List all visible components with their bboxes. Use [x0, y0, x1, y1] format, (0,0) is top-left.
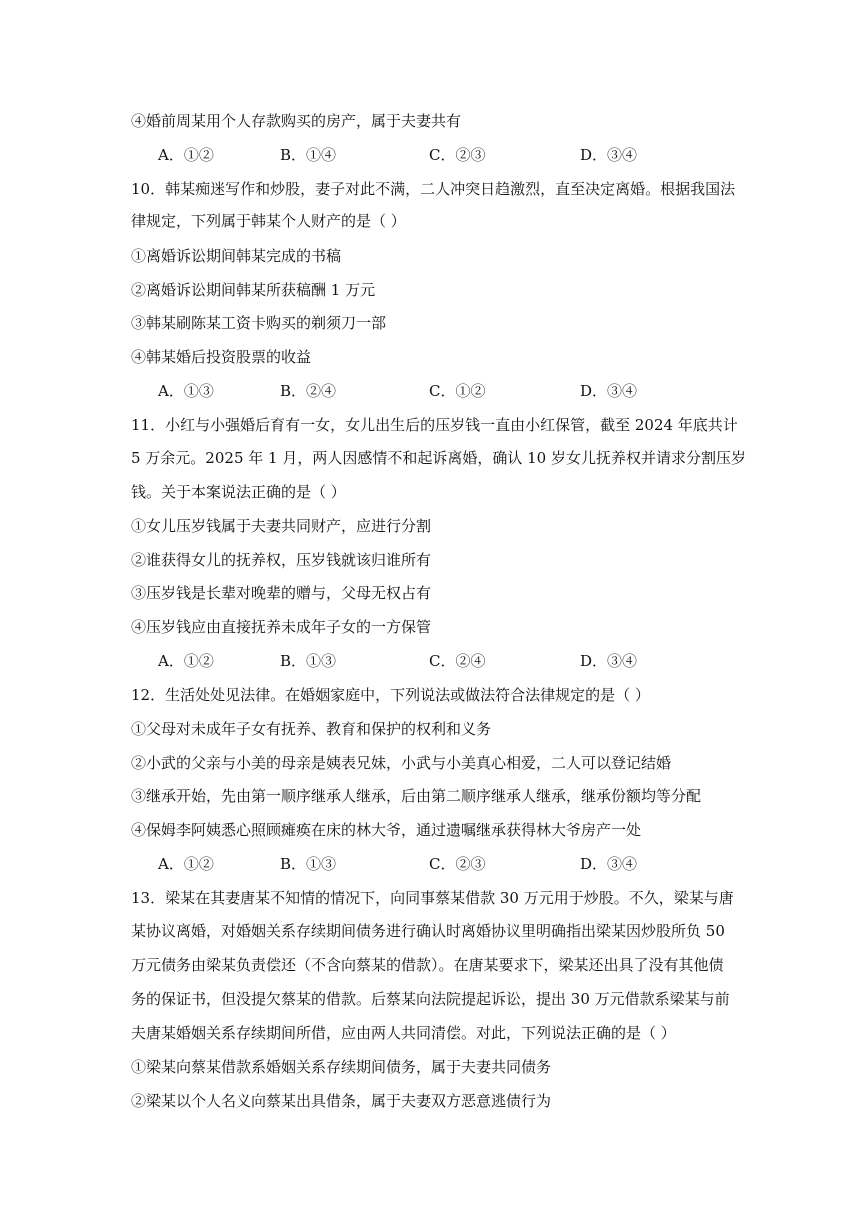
answer-options-row: [158, 854, 718, 874]
option-d: D．③④: [580, 146, 638, 164]
text-line: ②谁获得女儿的抚养权，压岁钱就该归谁所有: [131, 551, 432, 569]
text-line: 10．韩某痴迷写作和炒股，妻子对此不满，二人冲突日趋激烈，直至决定离婚。根据我国法: [131, 180, 736, 198]
text-line: ③压岁钱是长辈对晚辈的赠与，父母无权占有: [131, 584, 432, 602]
text-line: 万元债务由梁某负责偿还（不含向蔡某的借款）。在唐某要求下，梁某还出具了没有其他债: [131, 956, 724, 974]
answer-options-row: [158, 145, 718, 165]
text-line: ①离婚诉讼期间韩某完成的书稿: [131, 247, 342, 265]
option-d: D．③④: [580, 855, 638, 873]
option-a: A．①②: [158, 146, 214, 164]
text-line: 5 万余元。2025 年 1 月，两人因感情不和起诉离婚，确认 10 岁女儿抚养权并请求分割压岁: [131, 449, 746, 467]
option-b: B．①③: [280, 855, 337, 873]
option-d: D．③④: [580, 652, 638, 670]
text-line: ③继承开始，先由第一顺序继承人继承，后由第二顺序继承人继承，继承份额均等分配: [131, 787, 702, 805]
option-b: B．①④: [280, 146, 337, 164]
text-line: 12．生活处处见法律。在婚姻家庭中，下列说法或做法符合法律规定的是（ ）: [131, 686, 650, 704]
text-line: ②离婚诉讼期间韩某所获稿酬 1 万元: [131, 281, 376, 299]
text-line: 律规定，下列属于韩某个人财产的是（ ）: [131, 212, 406, 230]
text-line: 务的保证书，但没提欠蔡某的借款。后蔡某向法院提起诉讼，提出 30 万元借款系梁某与前: [131, 990, 730, 1008]
text-line: 夫唐某婚姻关系存续期间所借，应由两人共同清偿。对此，下列说法正确的是（ ）: [131, 1024, 676, 1042]
text-line: ④保姆李阿姨悉心照顾瘫痪在床的林大爷，通过遗嘱继承获得林大爷房产一处: [131, 821, 642, 839]
option-a: A．①②: [158, 652, 214, 670]
text-line: 某协议离婚，对婚姻关系存续期间债务进行确认时离婚协议里明确指出梁某因炒股所负 50: [131, 922, 725, 940]
option-c: C．②③: [429, 146, 486, 164]
option-c: C．②④: [429, 652, 486, 670]
text-line: 钱。关于本案说法正确的是（ ）: [131, 483, 346, 501]
answer-options-row: [158, 381, 718, 401]
option-b: B．②④: [280, 382, 337, 400]
option-c: C．①②: [429, 382, 486, 400]
text-line: ④婚前周某用个人存款购买的房产，属于夫妻共有: [131, 112, 462, 130]
text-line: ②小武的父亲与小美的母亲是姨表兄妹，小武与小美真心相爱，二人可以登记结婚: [131, 754, 672, 772]
text-line: ①父母对未成年子女有抚养、教育和保护的权利和义务: [131, 720, 492, 738]
text-line: ①女儿压岁钱属于夫妻共同财产，应进行分割: [131, 517, 432, 535]
option-b: B．①③: [280, 652, 337, 670]
text-line: ③韩某刷陈某工资卡购买的剃须刀一部: [131, 314, 387, 332]
text-line: ④韩某婚后投资股票的收益: [131, 348, 312, 366]
option-c: C．②③: [429, 855, 486, 873]
option-d: D．③④: [580, 382, 638, 400]
option-a: A．①③: [158, 382, 214, 400]
text-line: 11．小红与小强婚后育有一女，女儿出生后的压岁钱一直由小红保管，截至 2024 年底共计: [131, 416, 738, 434]
text-line: 13．梁某在其妻唐某不知情的情况下，向同事蔡某借款 30 万元用于炒股。不久，梁某与唐: [131, 889, 734, 907]
text-line: ①梁某向蔡某借款系婚姻关系存续期间债务，属于夫妻共同债务: [131, 1058, 552, 1076]
text-line: ②梁某以个人名义向蔡某出具借条，属于夫妻双方恶意逃债行为: [131, 1092, 552, 1110]
option-a: A．①②: [158, 855, 214, 873]
answer-options-row: [158, 651, 718, 671]
text-line: ④压岁钱应由直接抚养未成年子女的一方保管: [131, 618, 432, 636]
